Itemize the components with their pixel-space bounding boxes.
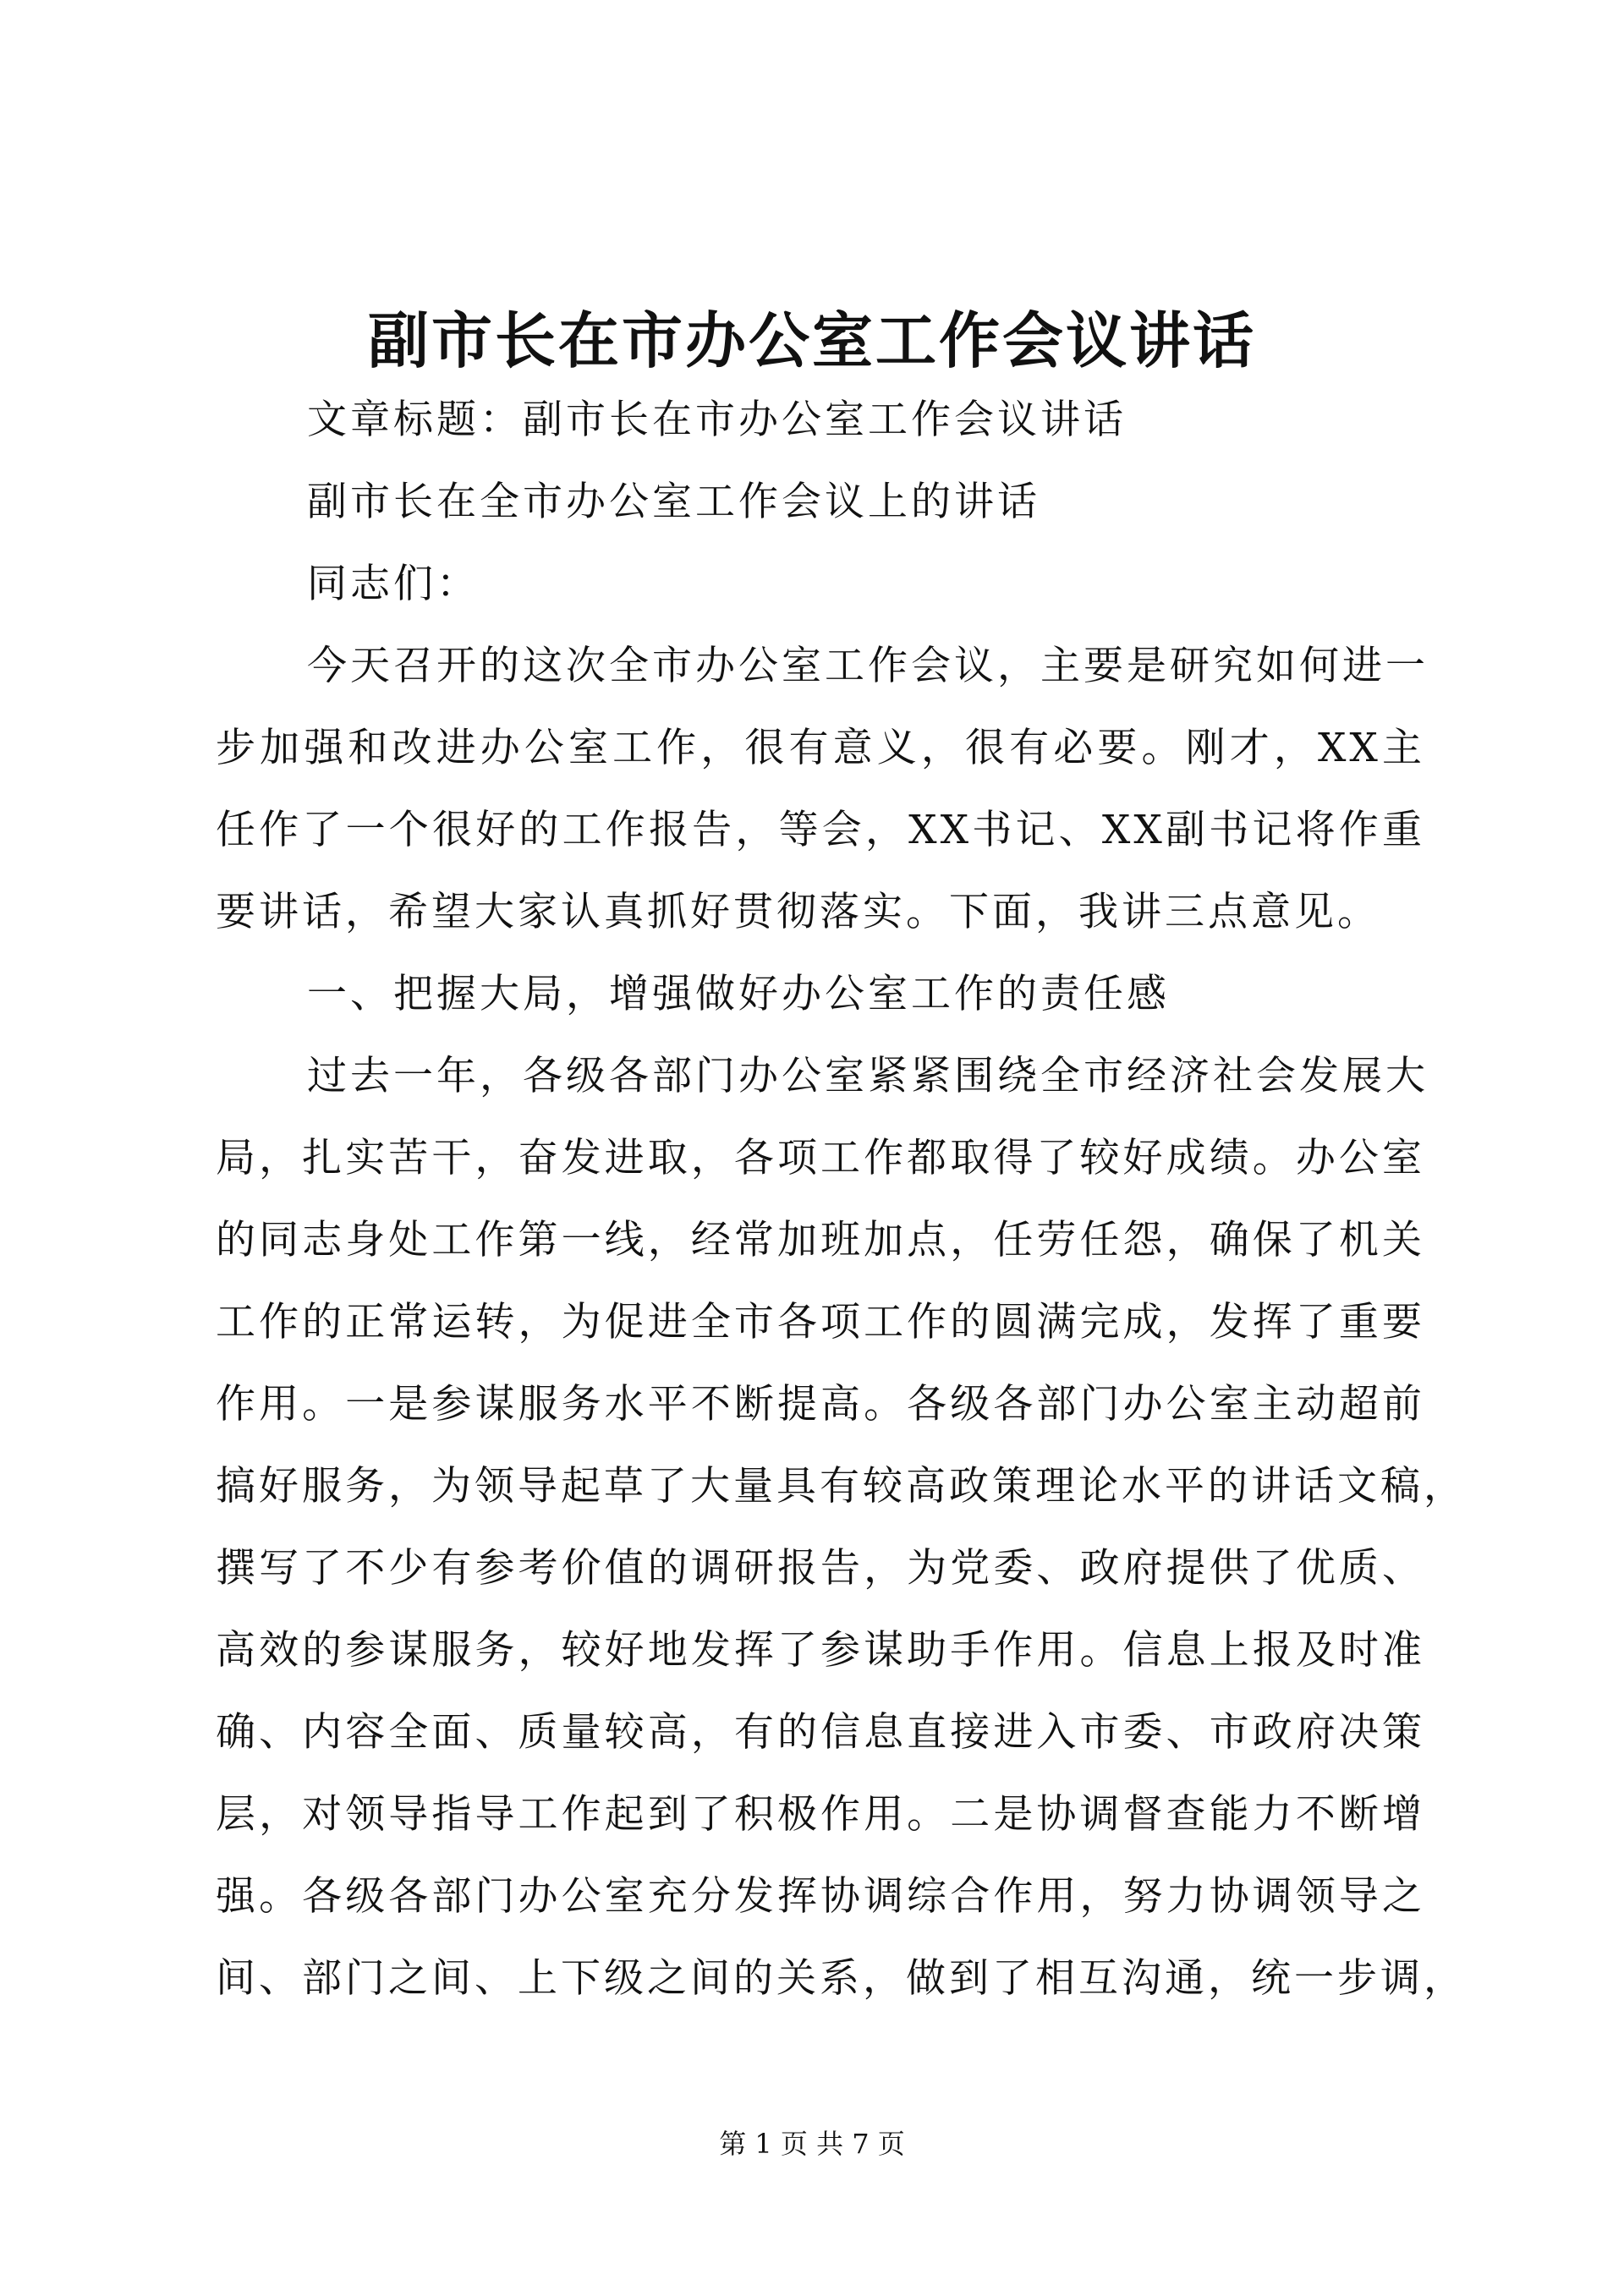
text-line: 确、内容全面、质量较高，有的信息直接进入市委、市政府决策	[216, 1709, 1425, 1756]
document-title: 副市长在市办公室工作会议讲话	[367, 304, 1256, 376]
text-line: 层，对领导指导工作起到了积极作用。二是协调督查能力不断增	[216, 1791, 1425, 1838]
text-line: 强。各级各部门办公室充分发挥协调综合作用，努力协调领导之	[216, 1873, 1425, 1920]
text-line: 同志们：	[307, 561, 480, 607]
text-line: 步加强和改进办公室工作，很有意义，很有必要。刚才，XX主	[216, 725, 1425, 771]
text-line: 撰写了不少有参考价值的调研报告，为党委、政府提供了优质、	[216, 1545, 1425, 1592]
page-footer: 第 1 页 共 7 页	[719, 2128, 905, 2160]
text-line: 高效的参谋服务，较好地发挥了参谋助手作用。信息上报及时准	[216, 1627, 1425, 1674]
text-line: 间、部门之间、上下级之间的关系，做到了相互沟通，统一步调，	[216, 1955, 1467, 2002]
text-line: 局，扎实苦干，奋发进取，各项工作都取得了较好成绩。办公室	[216, 1135, 1425, 1181]
text-line: 任作了一个很好的工作报告，等会，XX书记、XX副书记将作重	[216, 807, 1425, 853]
text-line: 的同志身处工作第一线，经常加班加点，任劳任怨，确保了机关	[216, 1217, 1425, 1263]
text-line: 工作的正常运转，为促进全市各项工作的圆满完成，发挥了重要	[216, 1299, 1425, 1345]
text-line: 副市长在全市办公室工作会议上的讲话	[307, 479, 1040, 525]
text-line: 今天召开的这次全市办公室工作会议，主要是研究如何进一	[307, 643, 1429, 689]
text-line: 搞好服务，为领导起草了大量具有较高政策理论水平的讲话文稿，	[216, 1463, 1467, 1510]
text-line: 过去一年，各级各部门办公室紧紧围绕全市经济社会发展大	[307, 1053, 1429, 1099]
text-line: 一、把握大局，增强做好办公室工作的责任感	[307, 971, 1170, 1017]
text-line: 文章标题：副市长在市办公室工作会议讲话	[307, 397, 1127, 443]
text-line: 要讲话，希望大家认真抓好贯彻落实。下面，我讲三点意见。	[216, 889, 1380, 935]
text-line: 作用。一是参谋服务水平不断提高。各级各部门办公室主动超前	[216, 1381, 1425, 1427]
